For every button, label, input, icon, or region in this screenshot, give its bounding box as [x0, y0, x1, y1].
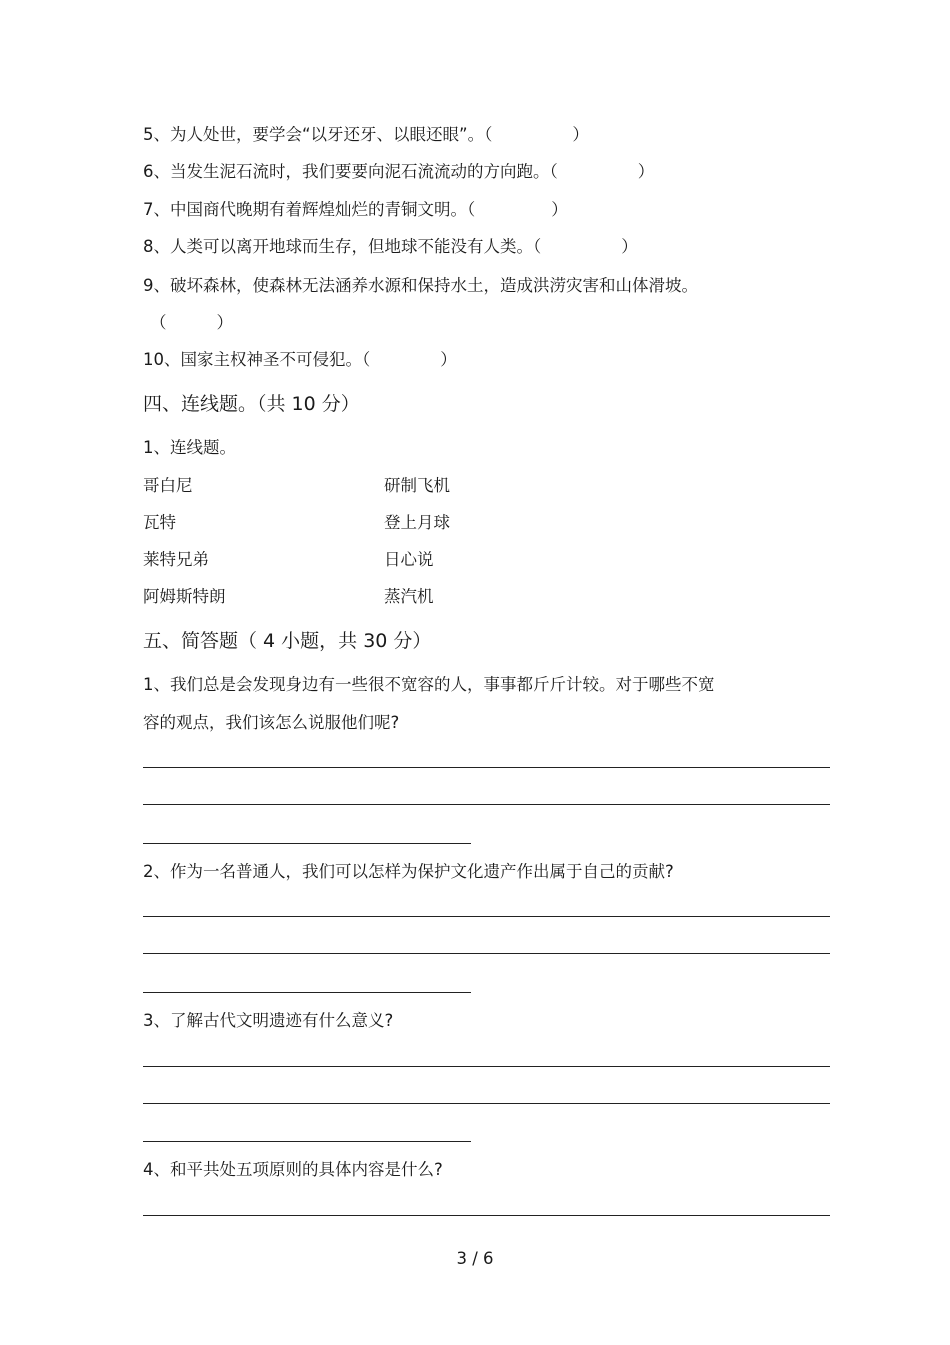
match-left-1: 哥白尼	[143, 476, 193, 495]
question-9-answer	[150, 312, 233, 334]
question-8	[143, 236, 638, 258]
answer-paren-close: ）	[572, 125, 589, 144]
section-4-title: 四、连线题。（共 10 分）	[143, 393, 360, 415]
answer-line[interactable]	[143, 804, 830, 805]
match-right-4: 蒸汽机	[384, 587, 434, 606]
match-right-2: 登上月球	[384, 513, 450, 532]
answer-line[interactable]	[143, 767, 830, 768]
answer-line[interactable]	[143, 953, 830, 954]
answer-paren-close: ）	[637, 162, 655, 181]
answer-line[interactable]	[143, 1215, 830, 1216]
short-answer-4: 4、和平共处五项原则的具体内容是什么?	[143, 1160, 443, 1179]
match-right-3: 日心说	[384, 550, 434, 569]
question-9-text: 9、破坏森林，使森林无法涵养水源和保持水土，造成洪涝灾害和山体滑坡。	[143, 276, 698, 295]
answer-line[interactable]	[143, 1066, 830, 1067]
short-answer-3: 3、了解古代文明遗迹有什么意义?	[143, 1011, 394, 1030]
question-10	[143, 349, 457, 371]
question-9	[143, 275, 698, 297]
matching-question: 1、连线题。	[143, 438, 236, 457]
question-8-text: 8、人类可以离开地球而生存，但地球不能没有人类。（	[143, 237, 542, 256]
answer-line[interactable]	[143, 1141, 471, 1142]
short-answer-2: 2、作为一名普通人，我们可以怎样为保护文化遗产作出属于自己的贡献?	[143, 862, 674, 881]
short-answer-1-line1: 1、我们总是会发现身边有一些很不宽容的人，事事都斤斤计较。对于哪些不宽	[143, 675, 715, 694]
section-5-title: 五、简答题（ 4 小题，共 30 分）	[143, 630, 432, 652]
answer-line[interactable]	[143, 916, 830, 917]
match-left-4: 阿姆斯特朗	[143, 587, 226, 606]
answer-paren-close: ）	[551, 200, 568, 219]
answer-line[interactable]	[143, 843, 471, 844]
short-answer-1-line2: 容的观点，我们该怎么说服他们呢?	[143, 713, 400, 732]
answer-line[interactable]	[143, 1103, 830, 1104]
answer-line[interactable]	[143, 992, 471, 993]
match-left-2: 瓦特	[143, 513, 176, 532]
question-5	[143, 124, 589, 146]
answer-paren-close: ）	[440, 350, 457, 369]
question-6-text: 6、当发生泥石流时，我们要要向泥石流流动的方向跑。（	[143, 162, 558, 181]
question-6	[143, 161, 654, 183]
page-number: 3 / 6	[456, 1249, 494, 1268]
match-left-3: 莱特兄弟	[143, 550, 209, 569]
answer-paren-open: （	[150, 313, 167, 332]
question-7	[143, 199, 568, 221]
answer-paren-close: ）	[216, 313, 233, 332]
question-7-text: 7、中国商代晚期有着辉煌灿烂的青铜文明。（	[143, 200, 476, 219]
match-right-1: 研制飞机	[384, 476, 450, 495]
question-10-text: 10、国家主权神圣不可侵犯。（	[143, 350, 371, 369]
question-5-text: 5、为人处世，要学会“以牙还牙、以眼还眼”。（	[143, 125, 493, 144]
answer-paren-close: ）	[621, 237, 638, 256]
